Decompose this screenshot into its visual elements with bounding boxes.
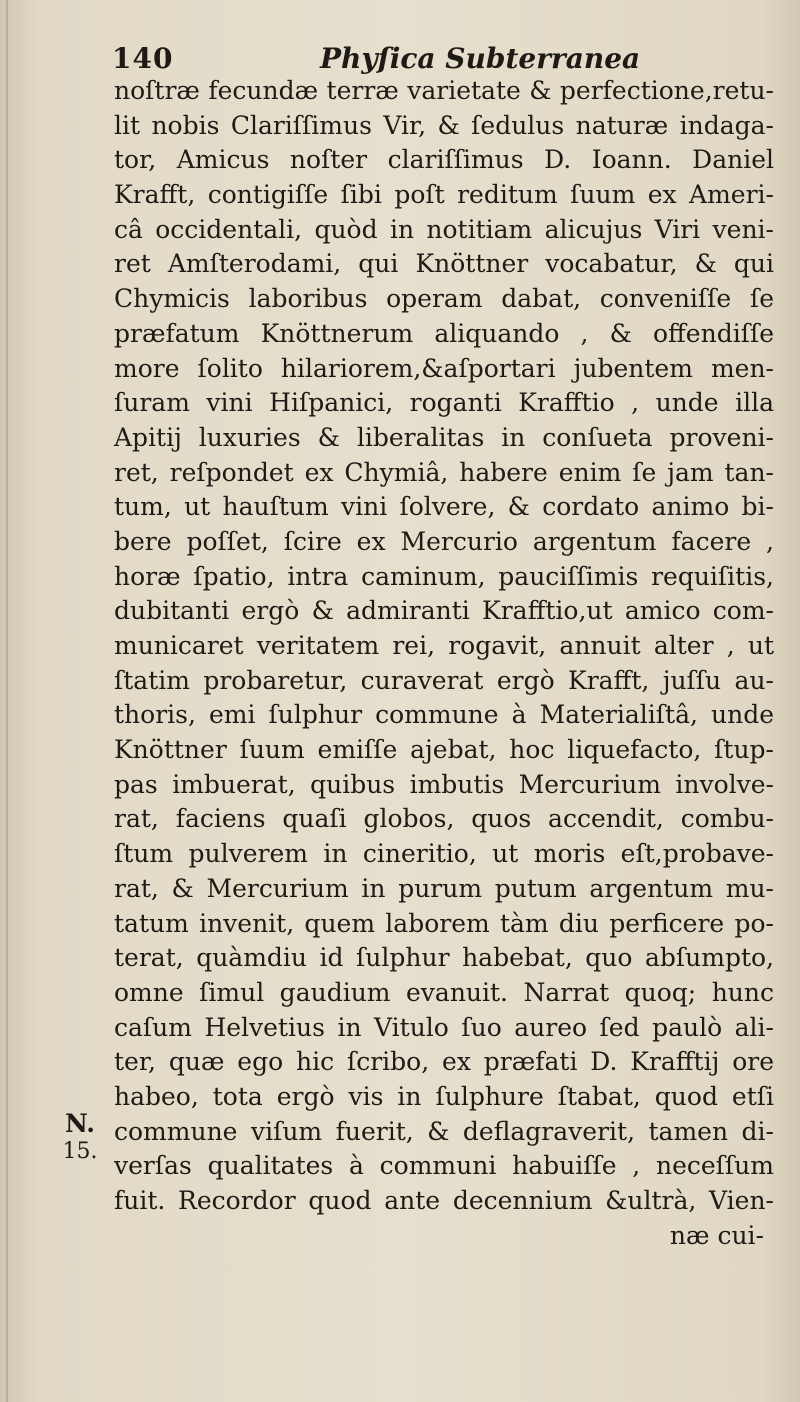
text-line: ſtum pulverem in cineritio, ut moris eſt,probave-: [114, 839, 774, 869]
text-line: lit nobis Clariſſimus Vir, & ſedulus naturæ indaga-: [114, 110, 774, 140]
text-line: rat, faciens quaſi globos, quos accendit, combu-: [114, 804, 774, 834]
text-line: caſum Helvetius in Vitulo ſuo aureo ſed paulò ali-: [114, 1012, 774, 1042]
text-line: municaret veritatem rei, rogavit, annuit alter , ut: [114, 631, 774, 660]
text-line: horæ ſpatio, intra caminum, pauciſſimis requiſitis,: [114, 561, 774, 591]
text-line: Apitij luxuries & liberalitas in conſueta proveni-: [114, 422, 774, 452]
text-line: habeo, tota ergò vis in ſulphure ſtabat, quod etſi: [114, 1081, 774, 1111]
page-gutter-edge: [6, 0, 8, 1402]
text-line: tor, Amicus noſter clariſſimus D. Ioann. Daniel: [114, 145, 774, 175]
body-text: [114, 74, 774, 1253]
text-line: omne ſimul gaudium evanuit. Narrat quoq; hunc: [114, 977, 774, 1007]
text-line: verſas qualitates à communi habuiſſe , neceſſum: [114, 1151, 774, 1181]
text-line: câ occidentali, quòd in notitiam alicujus Viri veni-: [114, 214, 774, 244]
text-line: commune viſum fuerit, & deflagraverit, tamen di-: [114, 1116, 774, 1146]
text-line: Knöttner ſuum emiſſe ajebat, hoc liquefacto, ſtup-: [114, 735, 774, 765]
page-number: 140: [112, 42, 174, 75]
text-line: dubitanti ergò & admiranti Krafftio,ut amico com-: [114, 596, 774, 626]
text-line: Krafft, contigiſſe ſibi poſt reditum ſuum ex Ameri-: [114, 180, 774, 210]
margin-note-number: 15.: [62, 1139, 98, 1164]
text-line: thoris, emi ſulphur commune à Materialiſtâ, unde: [114, 700, 774, 730]
margin-note-letter: N.: [65, 1109, 95, 1138]
text-line: pas imbuerat, quibus imbutis Mercurium involve-: [114, 769, 774, 799]
text-line: bere poſſet, ſcire ex Mercurio argentum facere ,: [114, 526, 774, 556]
text-line: ter, quæ ego hic ſcribo, ex præfati D. Krafftij ore: [114, 1047, 774, 1077]
text-line: præfatum Knöttnerum aliquando , & offendiſſe: [114, 318, 774, 348]
text-line: Chymicis laboribus operam dabat, conveniſſe ſe: [114, 284, 774, 314]
text-line: tatum invenit, quem laborem tàm diu perficere po-: [114, 908, 774, 938]
running-head: Phyſica Subterranea: [320, 42, 641, 75]
text-line: terat, quàmdiu id ſulphur habebat, quo abſumpto,: [114, 943, 774, 973]
text-line: ret, reſpondet ex Chymiâ, habere enim ſe jam tan-: [114, 457, 774, 487]
text-line: næ cui-: [669, 1220, 764, 1250]
text-line: ſtatim probaretur, curaverat ergò Krafft, juſſu au-: [114, 665, 774, 695]
text-line: ſuram vini Hiſpanici, roganti Krafftio , unde illa: [114, 388, 774, 418]
text-line: fuit. Recordor quod ante decennium &ultrà, Vien-: [114, 1186, 774, 1215]
margin-note: [60, 1110, 100, 1166]
text-line: more ſolito hilariorem,&aſportari jubentem men-: [114, 353, 774, 383]
text-line: ret Amſterodami, qui Knöttner vocabatur, & qui: [114, 249, 774, 279]
text-line: rat, & Mercurium in purum putum argentum mu-: [114, 873, 774, 903]
text-line: noſtræ fecundæ terræ varietate & perfectione,retu-: [114, 76, 774, 105]
text-line: tum, ut hauſtum vini ſolvere, & cordato animo bi-: [114, 492, 774, 522]
